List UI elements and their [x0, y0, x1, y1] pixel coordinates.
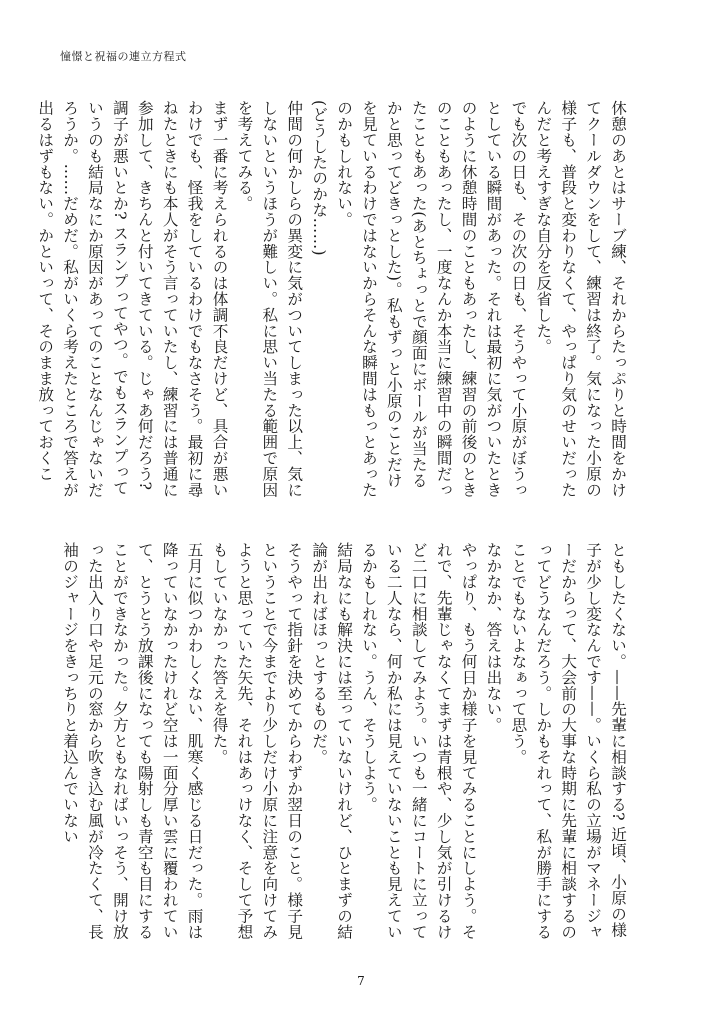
- paragraph: まず一番に考えられるのは体調不良だけど、具合が悪いわけでも、怪我をしているわけでもなさそう。最初に尋ねたときにも本人がそう言っていたし、練習には普通に参加して、きちんと付いてきている。じゃあ何だろう? 調子が悪いとか? スランプってやつ。でもスランプっていうのも結局なにか原因があってのことなんじゃないだろうか。……だめだ。私がいくら考えたところで答えが出るはずもない。かといって、そのまま放っておくこ: [36, 100, 229, 498]
- paragraph: 仲間の何かしらの異変に気がついてしまった以上、気にしないというほうが難しい。私に思い当たる範囲で原因を考えてみる。: [235, 100, 304, 498]
- running-title: 憧憬と祝福の連立方程式: [60, 50, 187, 63]
- paragraph: 結局なにも解決には至っていないけれど、ひとまずの結論が出ればほっとするものだ。: [310, 542, 354, 940]
- paragraph: なかなか、答えは出ない。: [484, 542, 503, 733]
- paragraph: そうやって指針を決めてからわずか翌日のこと。様子見ということで今までより少しだけ小原に注意を向けてみようと思っていた矢先、それはあっけなく、そして予想もしていなかった答えを得た。: [210, 542, 304, 940]
- paragraph: でも次の日も、その次の日も、そうやって小原がぼうっとしている瞬間があった。それは最初に気がついたときのように休憩時間のこともあったし、練習の前後のときのこともあったし、一度なんか本当に練習中の瞬間だったこともあった(あとちょっとで顔面にボールが当たるかと思ってどきっとした)。私もずっと小原のことだけを見ているわけではないからそんな瞬間はもっとあったのかもしれない。: [335, 100, 528, 498]
- text-block-upper: [36, 100, 630, 500]
- page-number: 7: [357, 974, 365, 988]
- paragraph: (どうしたのかな……): [310, 100, 329, 256]
- paragraph: 休憩のあとはサーブ練、それからたっぷりと時間をかけてクールダウンをして、練習は終了。気になった小原の様子も、普段と変わりなくて、やっぱり気のせいだったんだと考えすぎな自分を反省した。: [534, 100, 627, 498]
- text-block-lower: [61, 542, 630, 942]
- paragraph: ともしたくない。——先輩に相談する? 近頃、小原の様子が少し変なんです——。いくら私の立場がマネージャーだからって、大会前の大事な時期に先輩に相談するのってどうなんだろう。しかもそれって、私が勝手にすることでもないよなぁって思う。: [509, 542, 627, 940]
- paragraph: やっぱり、もう何日か様子を見てみることにしよう。それで、先輩じゃなくてまずは青根や、少し気が引けるけど二口に相談してみよう。いつも一緒にコートに立っている二人なら、何か私には見えていないことも見えているかもしれない。うん、そうしよう。: [359, 542, 478, 940]
- paragraph: 五月に似つかわしくない、肌寒く感じる日だった。雨は降っていなかったけれど空は一面分厚い雲に覆われていて、とうとう放課後になっても陽射しも青空も目にすることができなかった。夕方ともなればいっそう、開け放った出入り口や足元の窓から吹き込む風が冷たくて、長袖のジャージをきっちりと着込んでいない: [61, 542, 204, 940]
